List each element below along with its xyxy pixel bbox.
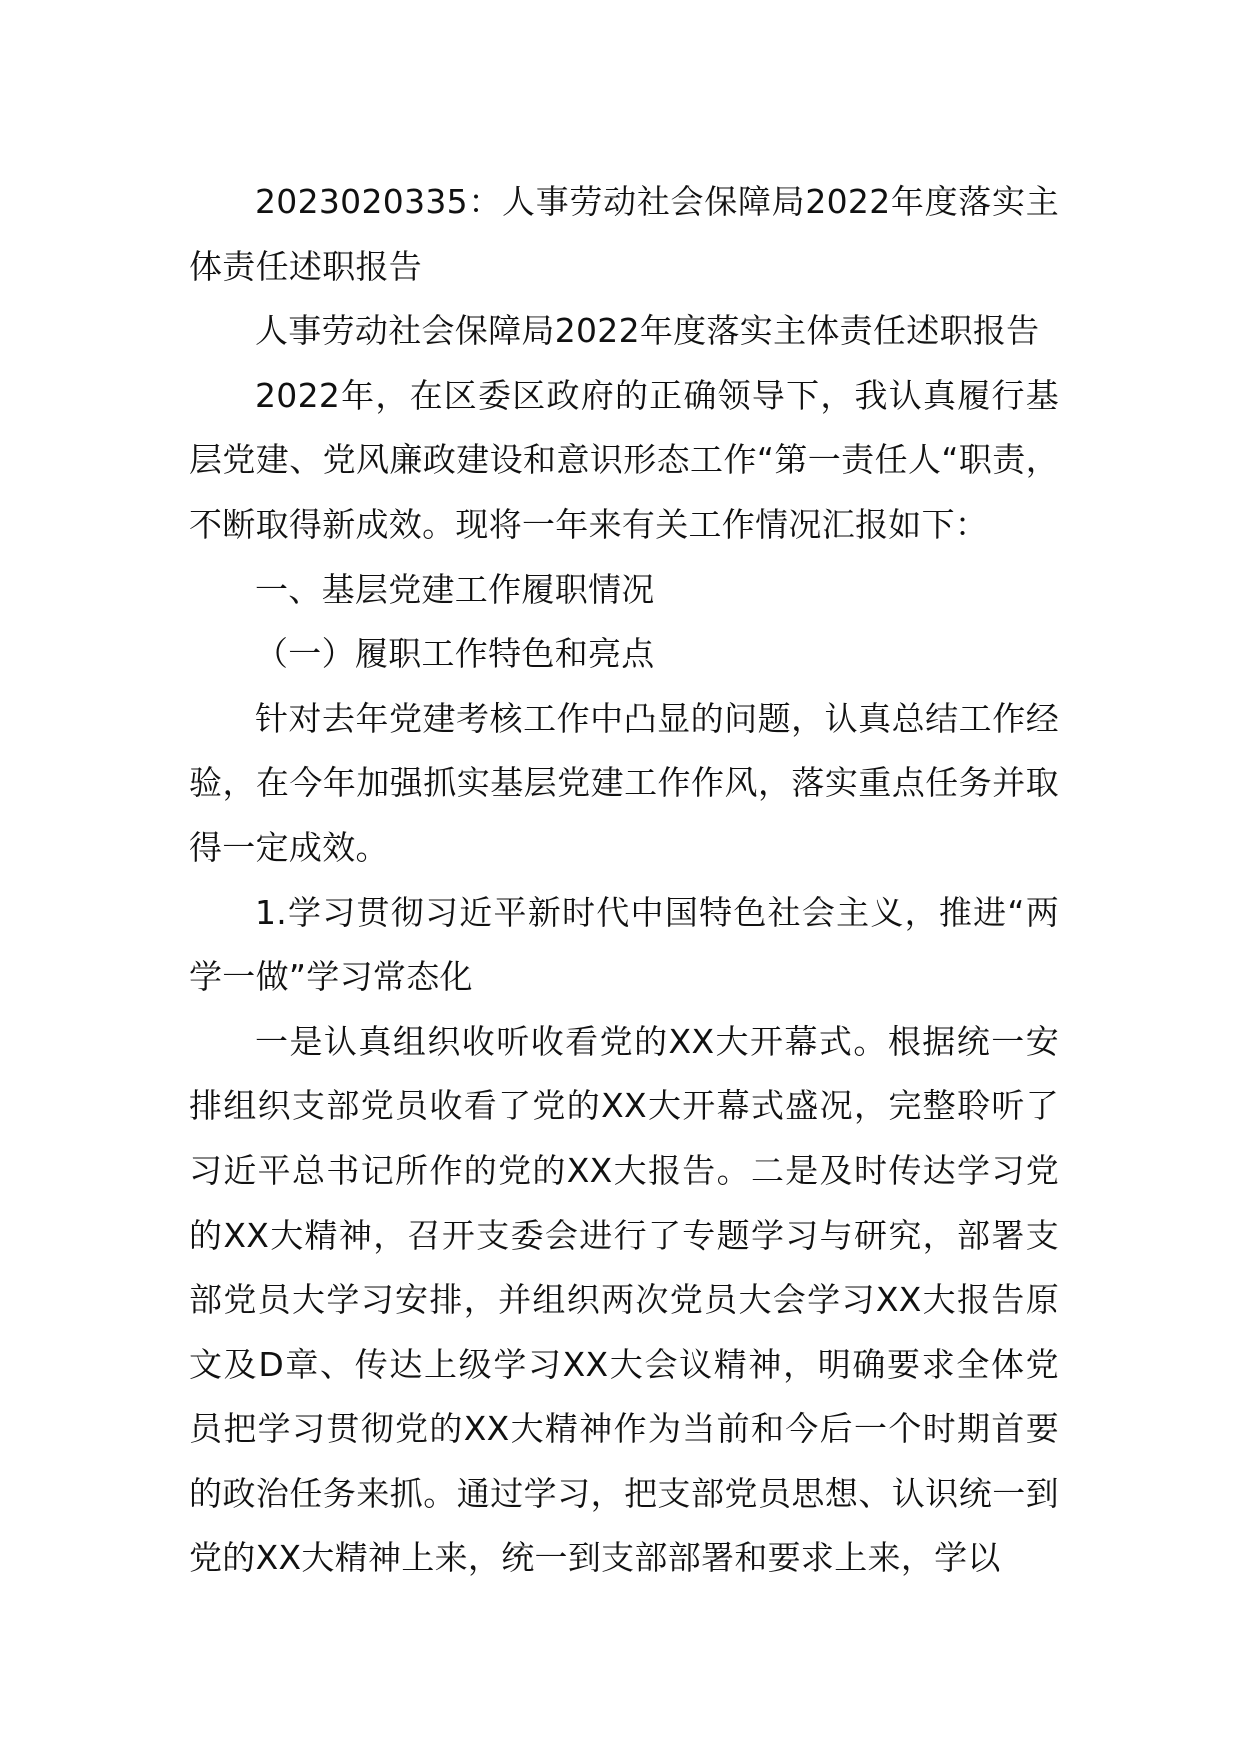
document-page xyxy=(189,170,1059,1591)
section-heading-1: 一、基层党建工作履职情况 xyxy=(255,569,655,609)
body-paragraph-2: 一是认真组织收听收看党的XX大开幕式。根据统一安排组织支部党员收看了党的XX大开幕式盛况，完整聆听了习近平总书记所作的党的XX大报告。二是及时传达学习党的XX大精神，召开支委会进行了专题学习与研究，部署支部党员大学习安排，并组织两次党员大会学习XX大报告原文及D章、传达上级学习XX大会议精神，明确要求全体党员把学习贯彻党的XX大精神作为当前和今后一个时期首要的政治任务来抓。通过学习，把支部党员思想、认识统一到党的XX大精神上来，统一到支部部署和要求上来，学以 xyxy=(189,1021,1059,1578)
item-heading-1: 1.学习贯彻习近平新时代中国特色社会主义，推进“两学一做”学习常态化 xyxy=(189,892,1059,997)
report-heading: 人事劳动社会保障局2022年度落实主体责任述职报告 xyxy=(255,311,1040,351)
subsection-heading-1: （一）履职工作特色和亮点 xyxy=(255,634,655,674)
document-title: 2023020335：人事劳动社会保障局2022年度落实主体责任述职报告 xyxy=(189,182,1059,286)
intro-paragraph: 2022年，在区委区政府的正确领导下，我认真履行基层党建、党风廉政建设和意识形态工作“第一责任人“职责，不断取得新成效。现将一年来有关工作情况汇报如下： xyxy=(189,375,1059,544)
body-paragraph-1: 针对去年党建考核工作中凸显的问题，认真总结工作经验，在今年加强抓实基层党建工作作风，落实重点任务并取得一定成效。 xyxy=(189,698,1059,867)
